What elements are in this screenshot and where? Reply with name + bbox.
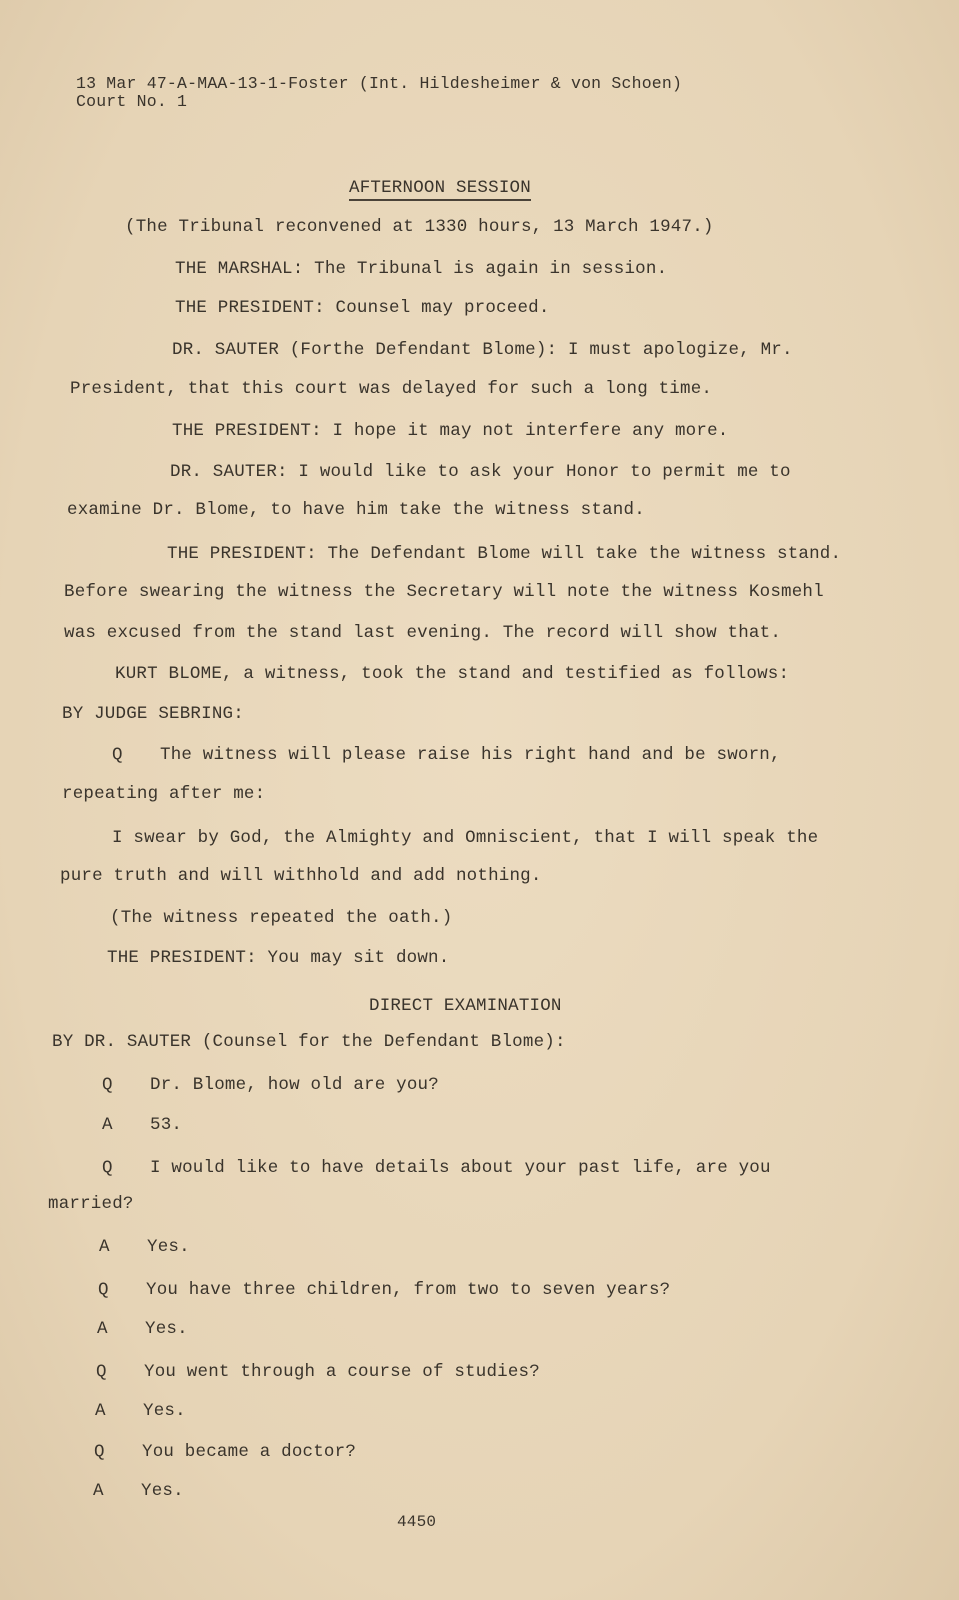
- a-marker: A: [99, 1237, 110, 1257]
- transcript-line: THE PRESIDENT: You may sit down.: [107, 948, 450, 968]
- q-marker: Q: [102, 1075, 113, 1095]
- transcript-line: President, that this court was delayed for such a long time.: [70, 379, 713, 399]
- question-line: [94, 1442, 356, 1462]
- transcript-line: THE PRESIDENT: Counsel may proceed.: [175, 298, 550, 318]
- session-title-text: AFTERNOON SESSION: [349, 178, 531, 201]
- answer-line: [99, 1237, 190, 1257]
- transcript-line: THE MARSHAL: The Tribunal is again in session.: [175, 259, 668, 279]
- q-marker: Q: [96, 1362, 107, 1382]
- transcript-text: You became a doctor?: [142, 1442, 357, 1462]
- transcript-line: examine Dr. Blome, to have him take the witness stand.: [67, 500, 645, 520]
- q-marker: Q: [112, 745, 123, 765]
- transcript-line: Before swearing the witness the Secretary will note the witness Kosmehl: [64, 582, 824, 602]
- transcript-line: was excused from the stand last evening. The record will show that.: [64, 623, 782, 643]
- transcript-line: THE PRESIDENT: I hope it may not interfere any more.: [172, 421, 729, 441]
- transcript-line: repeating after me:: [62, 784, 266, 804]
- page-number: 4450: [397, 1513, 437, 1531]
- transcript-line: BY JUDGE SEBRING:: [62, 704, 244, 724]
- transcript-text: Yes.: [147, 1237, 190, 1257]
- transcript-text: The witness will please raise his right hand and be sworn,: [160, 745, 781, 765]
- transcript-text: Dr. Blome, how old are you?: [150, 1075, 439, 1095]
- transcript-text: Yes.: [143, 1401, 186, 1421]
- header-line-2: Court No. 1: [76, 92, 188, 111]
- answer-line: [95, 1401, 186, 1421]
- question-line: [96, 1362, 540, 1382]
- question-line: [98, 1280, 670, 1300]
- q-marker: Q: [102, 1158, 113, 1178]
- q-marker: Q: [94, 1442, 105, 1462]
- transcript-text: Yes.: [145, 1319, 188, 1339]
- q-marker: Q: [98, 1280, 109, 1300]
- transcript-line: (The Tribunal reconvened at 1330 hours, 13 March 1947.): [125, 217, 714, 237]
- transcript-text: I would like to have details about your past life, are you: [150, 1158, 771, 1178]
- transcript-line: THE PRESIDENT: The Defendant Blome will take the witness stand.: [167, 544, 842, 564]
- transcript-line: DR. SAUTER: I would like to ask your Honor to permit me to: [170, 462, 791, 482]
- answer-line: [97, 1319, 188, 1339]
- a-marker: A: [95, 1401, 106, 1421]
- transcript-line: I swear by God, the Almighty and Omniscient, that I will speak the: [112, 828, 819, 848]
- answer-line: [93, 1481, 184, 1501]
- question-line: [102, 1158, 771, 1178]
- transcript-line: married?: [48, 1194, 134, 1214]
- transcript-line: (The witness repeated the oath.): [110, 908, 453, 928]
- transcript-line: BY DR. SAUTER (Counsel for the Defendant Blome):: [52, 1032, 566, 1052]
- transcript-text: You went through a course of studies?: [144, 1362, 540, 1382]
- transcript-line: KURT BLOME, a witness, took the stand and testified as follows:: [115, 664, 790, 684]
- section-heading: DIRECT EXAMINATION: [369, 996, 562, 1016]
- a-marker: A: [93, 1481, 104, 1501]
- transcript-line: DR. SAUTER (Forthe Defendant Blome): I must apologize, Mr.: [172, 340, 793, 360]
- transcript-text: 53.: [150, 1115, 183, 1135]
- question-line: [102, 1075, 439, 1095]
- answer-line: [102, 1115, 182, 1135]
- transcript-text: Yes.: [141, 1481, 184, 1501]
- transcript-text: You have three children, from two to seven years?: [146, 1280, 671, 1300]
- a-marker: A: [102, 1115, 113, 1135]
- session-title: [349, 178, 531, 198]
- a-marker: A: [97, 1319, 108, 1339]
- question-line: [112, 745, 781, 765]
- transcript-line: pure truth and will withhold and add nothing.: [60, 866, 542, 886]
- header-line-1: 13 Mar 47-A-MAA-13-1-Foster (Int. Hildesheimer & von Schoen): [76, 74, 683, 93]
